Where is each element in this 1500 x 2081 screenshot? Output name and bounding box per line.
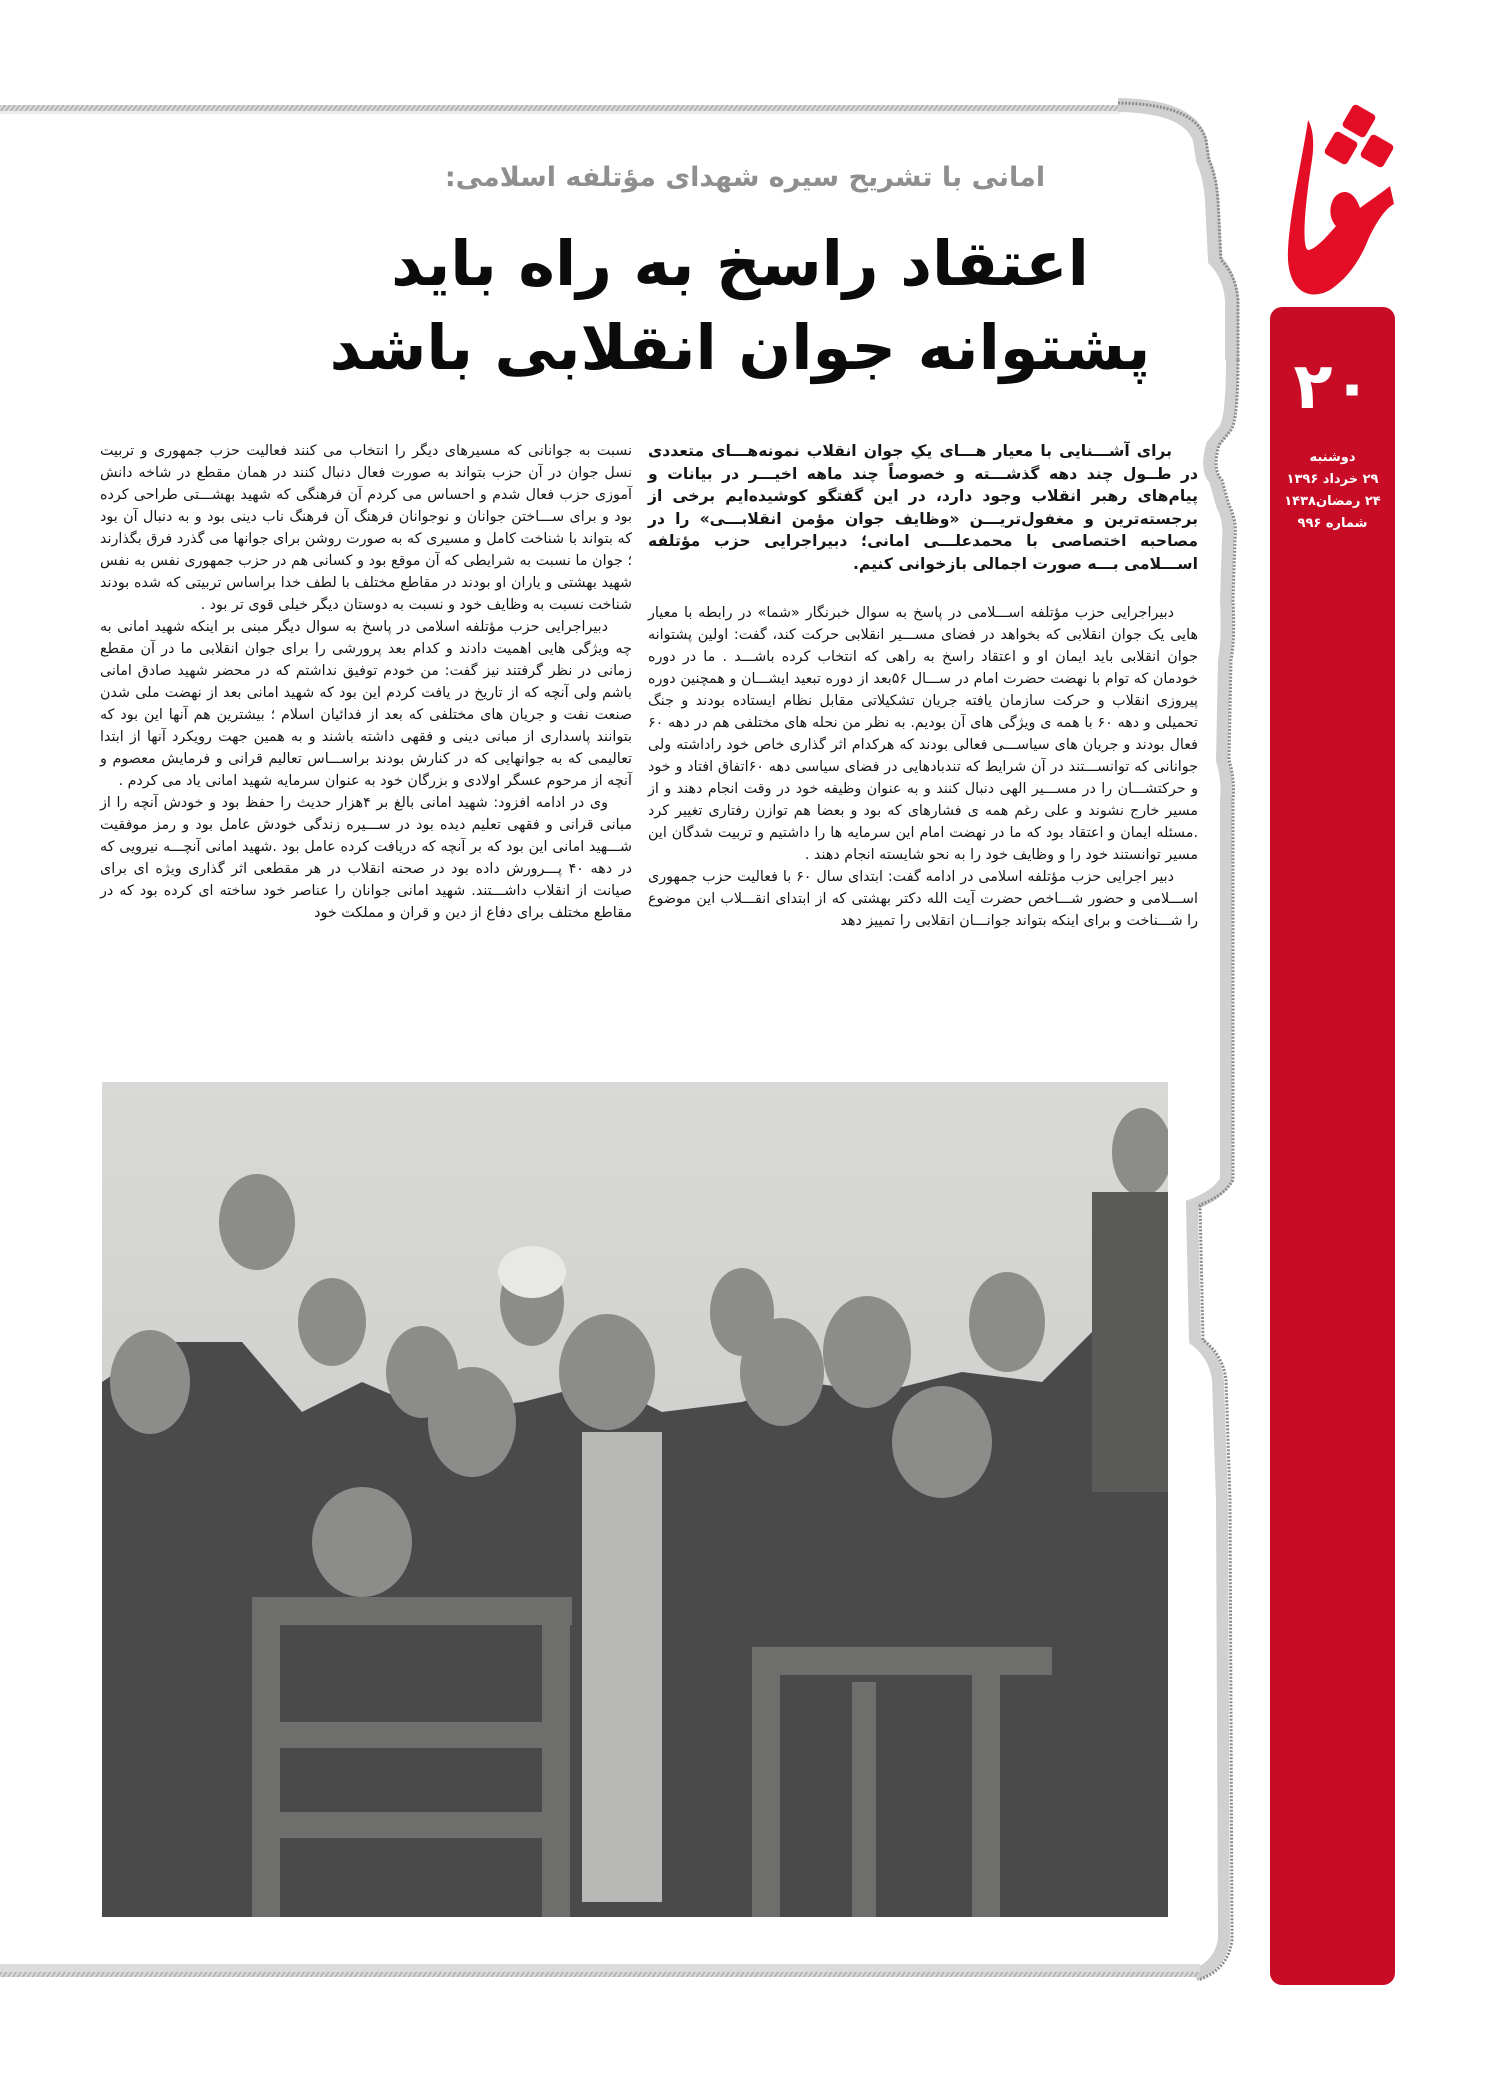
lunar-date: ۲۴ رمضان۱۴۳۸	[1284, 494, 1381, 509]
article-column-right	[648, 440, 1198, 932]
page-number: ۲۰	[1293, 350, 1372, 424]
body-paragraph: وی در ادامه افزود: شهید امانی بالغ بر ۴هزار حدیث را حفظ بود و خودش آنچه را از مبانی قرانی و فقهی تعلیم دیده بود در ســـیره زندگی خودش عامل بود و رمز موفقیت شـــهید امانی این بود که بر آنچه که دریافت کرده عامل بود .شهید امانی آنچـــه نیرویی که در دهه ۴۰ پـــرورش داده بود در صحنه انقلاب در هر مقطعی اثر گذاری ویژه ای برای صیانت از انقلاب داشـــتند. شهید امانی جوانان را عناصر خود ساخته ای کرده بود که در مقاطع مختلف برای دفاع از دین و قران و مملکت خود	[100, 795, 632, 921]
body-paragraph: دبیراجرایی حزب مؤتلفه اسلامی در پاسخ به سوال دیگر مبنی بر اینکه شهید امانی به چه ویژگی هایی اهمیت دادند و کدام بعد پرورشی را برای جوان انقلابی ما در آن مقطع زمانی در نظر گرفتند نیز گفت: من خودم توفیق نداشتم که در محضر شهید صادق امانی باشم ولی آنچه که از تاریخ در یافت کردم این بود که شهید امانی بعد از نهضت ملی شدن صنعت نفت و جریان های مختلفی که بعد از فدائیان اسلام ؛ بیشترین هم آنها این بود که بتوانند پاسداری از مبانی دینی و فقهی داشته باشند و به همین جهت رویکرد آنها از ابتدا تعالیمی که به جوانهایی که در کنارش بودند براســـاس تعالیم قرانی و فرمایش معصوم و آنچه از مرحوم عسگر اولادی و بزرگان خود به عنوان سرمایه شهید امانی یاد می کردم .	[100, 619, 632, 789]
solar-date: ۲۹ خرداد ۱۳۹۶	[1286, 472, 1379, 487]
issue-number: شماره ۹۹۶	[1297, 516, 1368, 531]
headline-line-2: پشتوانه جوان انقلابی باشد	[329, 311, 1151, 384]
headline-line-1: اعتقاد راسخ به راه باید	[391, 227, 1089, 300]
issue-info-strip	[1270, 307, 1395, 1985]
article-lead: برای آشـــنایی با معیار هـــای یکِ جوان انقلاب نمونه‌هـــای متعددی در طــول چند دهه گذشـــته و خصوصاً چند ماهه اخیـــر در بیانات و پیام‌های رهبر انقلاب وجود دارد، در این گفتگو کوشیده‌ایم برخی از برجسته‌ترین و مغفول‌تریـــن «وظایف جوان مؤمن انقلابـــی» را در مصاحبه اختصاصی با محمدعلـــی امانی؛ دبیراجرایی حزب مؤتلفه اســـلامی بـــه صورت اجمالی بازخوانی کنیم.	[648, 442, 1198, 573]
article-photo	[102, 1082, 1168, 1917]
article-kicker: امانی با تشریح سیره شهدای مؤتلفه اسلامی:	[444, 162, 1046, 193]
body-paragraph: نسبت به جوانانی که مسیرهای دیگر را انتخاب می کنند فعالیت حزب جمهوری و تربیت نسل جوان در آن حزب بتواند به صورت فعال دنبال کنند در همان مقطع در شاخه دانش آموزی حزب فعال شدم و احساس می کردم آن فرهنگی که شهید بهشـــتی طراحی کرده بود و برای ســـاختن جوانان و نوجوانان فرهنگ آن فرهنگ ناب دینی بود و به دنبال آن بود که بتواند با شناخت کامل و مسیری که به صورت روشن برای جوانها می گذرد فرق بگذارند ؛ جوان ما نسبت به شرایطی که آن موقع بود و کسانی هم در حزب جمهوری نفس به نفس شهید بهشتی و یاران او بودند در مقاطع مختلف با لطف خدا براساس تربیتی که شده بودند شناخت نسبت به وظایف خود و نسبت به دوستان دیگر خیلی قوی تر بود .	[100, 443, 632, 613]
article-column-left	[100, 440, 632, 924]
body-paragraph: دبیر اجرایی حزب مؤتلفه اسلامی در ادامه گفت: ابتدای سال ۶۰ با فعالیت حزب جمهوری اســـلامی و حضور شـــاخص حضرت آیت الله دکتر بهشتی که از ابتدای انقـــلاب این موضوع را شـــناخت و برای اینکه بتواند جوانـــان انقلابی را تمییز دهد	[648, 868, 1198, 929]
issue-dates	[1270, 447, 1395, 535]
shoma-logo	[1268, 90, 1398, 305]
frame-top-edge	[0, 105, 1120, 111]
article-headline	[280, 222, 1200, 390]
frame-bottom-edge	[0, 1964, 1200, 1972]
body-paragraph: دبیراجرایی حزب مؤتلفه اســـلامی در پاسخ به سوال خبرنگار «شما» در رابطه با معیار هایی یک جوان انقلابی که بخواهد در فضای مســـیر انقلابی حرکت کند، گفت: اولین پشتوانه جوان انقلابی باید ایمان او و اعتقاد راسخ به راهی که انتخاب کرده باشـــد . ما در دوره خودمان که توام با نهضت حضرت امام در ســـال ۵۶بعد از دوره تبعید ایشـــان و همچنین دوره پیروزی انقلاب و حرکت سازمان یافته جریان تشکیلاتی مقابل نظام ایستاده بودند و جنگ تحمیلی و دهه ۶۰ با همه ی ویژگی های آن بودیم. به نظر من نحله های مختلفی هم در دهه ۶۰ فعال بودند و جریان های سیاســـی فعالی بودند که هرکدام اثر گذاری خاص خود راداشته ولی جوانانی که توانســـتند در آن شرایط که تندبادهایی در فضای سیاسی دهه ۶۰اتفاق افتاد و خود و حرکتشـــان را در مســـیر الهی دنبال کنند و به عنوان وظیفه خود در وقت انجام دهند و از مسیر خارج نشوند و علی رغم همه ی فشارهای که بود و بعضا هم توازن رفتاری تغییر کرد .مسئله ایمان و اعتقاد بود که ما در نهضت امام این سرمایه ها را داشتیم و تربیت شدگان این مسیر توانستند خود را و وظایف خود را به نحو شایسته انجام دهند .	[648, 604, 1199, 863]
weekday: دوشنبه	[1309, 450, 1356, 465]
